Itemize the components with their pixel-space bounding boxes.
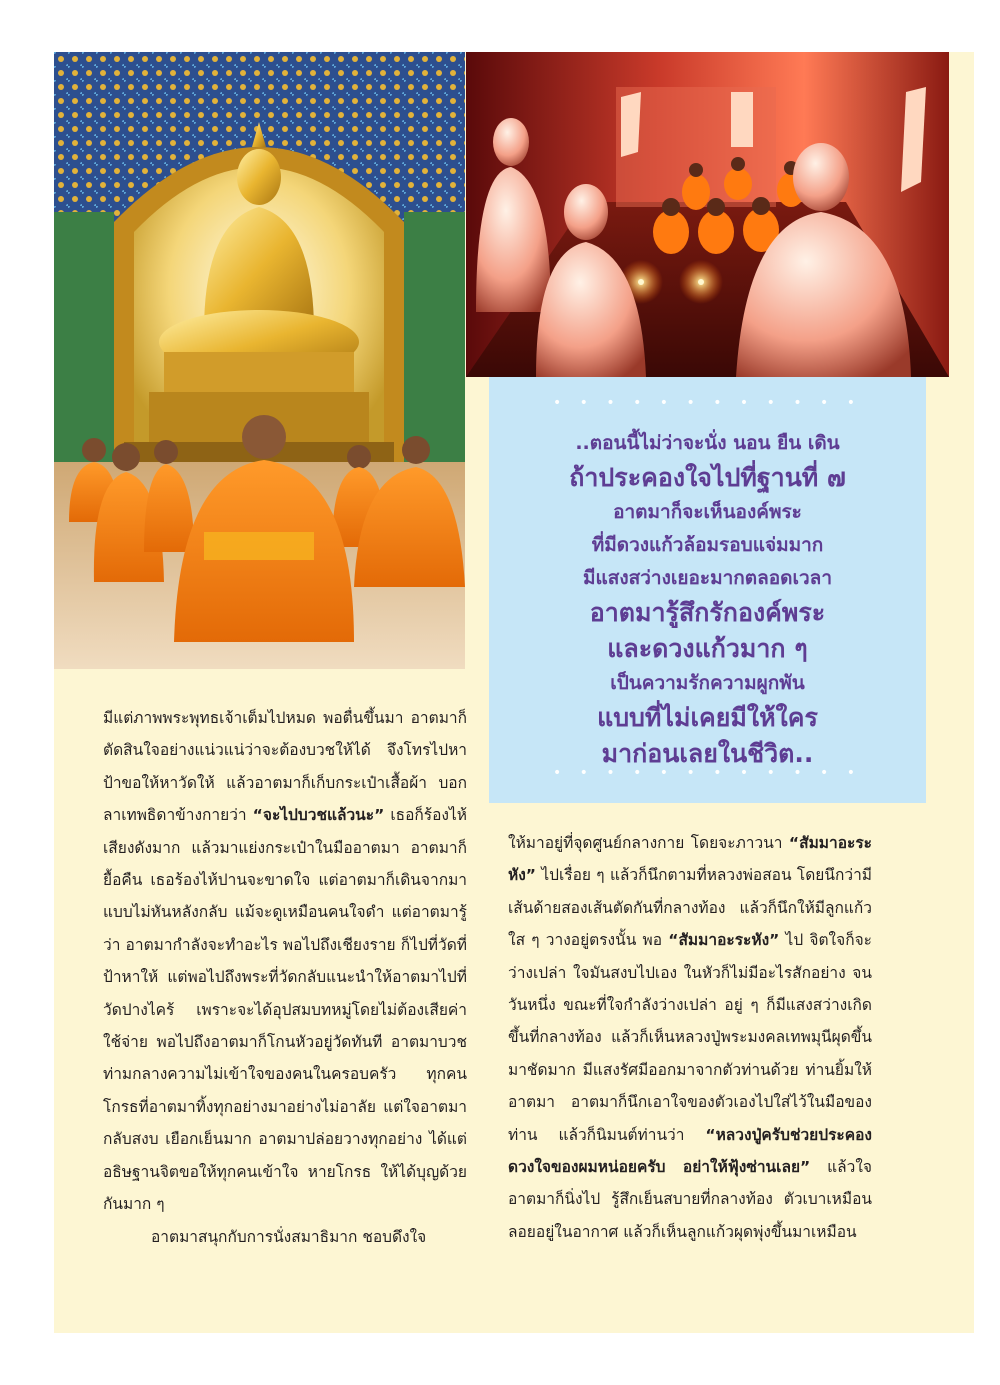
photo-golden-buddha-hall [54,52,465,669]
text-run: แล้วใจอาตมาก็นิ่งไป รู้สึกเย็นสบายที่กลางท้อง ตัวเบาเหมือนลอยอยู่ในอากาศ แล้วก็เห็นลูกแก้วผุดพุ่งขึ้นมาเหมือน [508,1158,872,1241]
quote-line: แบบที่ไม่เคยมีให้ใคร [597,703,818,732]
pull-quote-box [489,377,926,803]
quote-line: และดวงแก้วมาก ๆ [607,634,808,663]
body-column-right [508,827,872,1248]
pull-quote [489,427,926,772]
paragraph [508,827,872,1248]
quote-line: ..ตอนนี้ไม่ว่าจะนั่ง นอน ยืน เดิน [575,432,840,454]
decorative-dots-bottom: • • • • • • • • • • • • [552,765,863,781]
quote-line: เป็นความรักความผูกพัน [610,672,805,694]
photo-meditation-room [466,52,949,377]
quote-line: อาตมาก็จะเห็นองค์พระ [613,501,802,523]
text-run: ไป จิตใจก็จะว่างเปล่า ใจมันสงบไปเอง ในหัวก็ไม่มีอะไรสักอย่าง จนวันหนึ่ง ขณะที่ใจกำลังว่างเปล่า อยู่ ๆ ก็มีแสงสว่างเกิดขึ้นที่กลางท้อง แล้วก็เห็นหลวงปู่พระมงคลเทพมุนีผุดขึ้นมาชัดมาก มีแสงรัศมีออกมาจากตัวท่านด้วย ท่านยิ้มให้อาตมา อาตมาก็นึกเอาใจของตัวเองไปใส่ไว้ในมือของท่าน แล้วก็นิมนต์ท่านว่า [508,931,872,1144]
meditation-room-image [466,52,949,377]
paragraph: อาตมาสนุกกับการนั่งสมาธิมาก ชอบดึงใจ [151,1227,427,1246]
quote-line: ถ้าประคองใจไปที่ฐานที่ ๗ [569,463,846,492]
bold-quote: “จะไปบวชแล้วนะ” [252,806,385,825]
quote-line: มาก่อนเลยในชีวิต.. [601,739,814,768]
quote-line: อาตมารู้สึกรักองค์พระ [589,598,826,627]
body-column-left [103,702,467,1253]
paragraph [103,702,467,1221]
text-run: เธอก็ร้องไห้เสียงดังมาก แล้วมาแย่งกระเป๋าในมืออาตมา อาตมาก็ยื้อคืน เธอร้องไห้ปานจะขาดใจ แต่อาตมาก็เดินจากมาแบบไม่หันหลังกลับ แม้จะดูเหมือนคนใจดำ แต่อาตมารู้ว่า อาตมากำลังจะทำอะไร พอไปถึงเชียงราย ก็ไปที่วัดที่ป้าหาให้ แต่พอไปถึงพระที่วัดกลับแนะนำให้อาตมาไปที่วัดปางไคร้ เพราะจะได้อุปสมบทหมู่โดยไม่ต้องเสียค่าใช้จ่าย พอไปถึงอาตมาก็โกนหัวอยู่วัดทันที อาตมาบวชท่ามกลางความไม่เข้าใจของคนในครอบครัว ทุกคนโกรธที่อาตมาทิ้งทุกอย่างมาอย่างไม่อาลัย แต่ใจอาตมากลับสงบ เยือกเย็นมาก อาตมาปล่อยวางทุกอย่าง ได้แต่อธิษฐานจิตขอให้ทุกคนเข้าใจ หายโกรธ ให้ได้บุญด้วยกันมาก ๆ [103,806,467,1214]
bold-quote: “สัมมาอะระหัง” [508,834,872,885]
text-run: ไปเรื่อย ๆ แล้วก็นึกตามที่หลวงพ่อสอน โดยนึกว่ามีเส้นด้ายสองเส้นตัดกันที่กลางท้อง แล้วก็นึกให้มีลูกแก้วใส ๆ วางอยู่ตรงนั้น พอ [508,866,872,950]
quote-line: มีแสงสว่างเยอะมากตลอดเวลา [582,567,832,589]
bold-quote: “หลวงปู่ครับช่วยประคองดวงใจของผมหน่อยครับ อย่าให้ฟุ้งซ่านเลย” [508,1125,872,1177]
text-run: มีแต่ภาพพระพุทธเจ้าเต็มไปหมด พอตื่นขึ้นมา อาตมาก็ตัดสินใจอย่างแน่วแน่ว่าจะต้องบวชให้ได้ จึงโทรไปหาป้าขอให้หาวัดให้ แล้วอาตมาก็เก็บกระเป๋าเสื้อผ้า บอกลาเทพธิดาข้างกายว่า [103,709,467,825]
quote-line: ที่มีดวงแก้วล้อมรอบแจ่มมาก [591,534,824,556]
bold-quote: “สัมมาอะระหัง” [668,931,780,950]
golden-buddha-hall-image [54,52,465,669]
decorative-dots-top: • • • • • • • • • • • • [552,395,863,411]
text-run: ให้มาอยู่ที่จุดศูนย์กลางกาย โดยจะภาวนา [508,834,789,852]
